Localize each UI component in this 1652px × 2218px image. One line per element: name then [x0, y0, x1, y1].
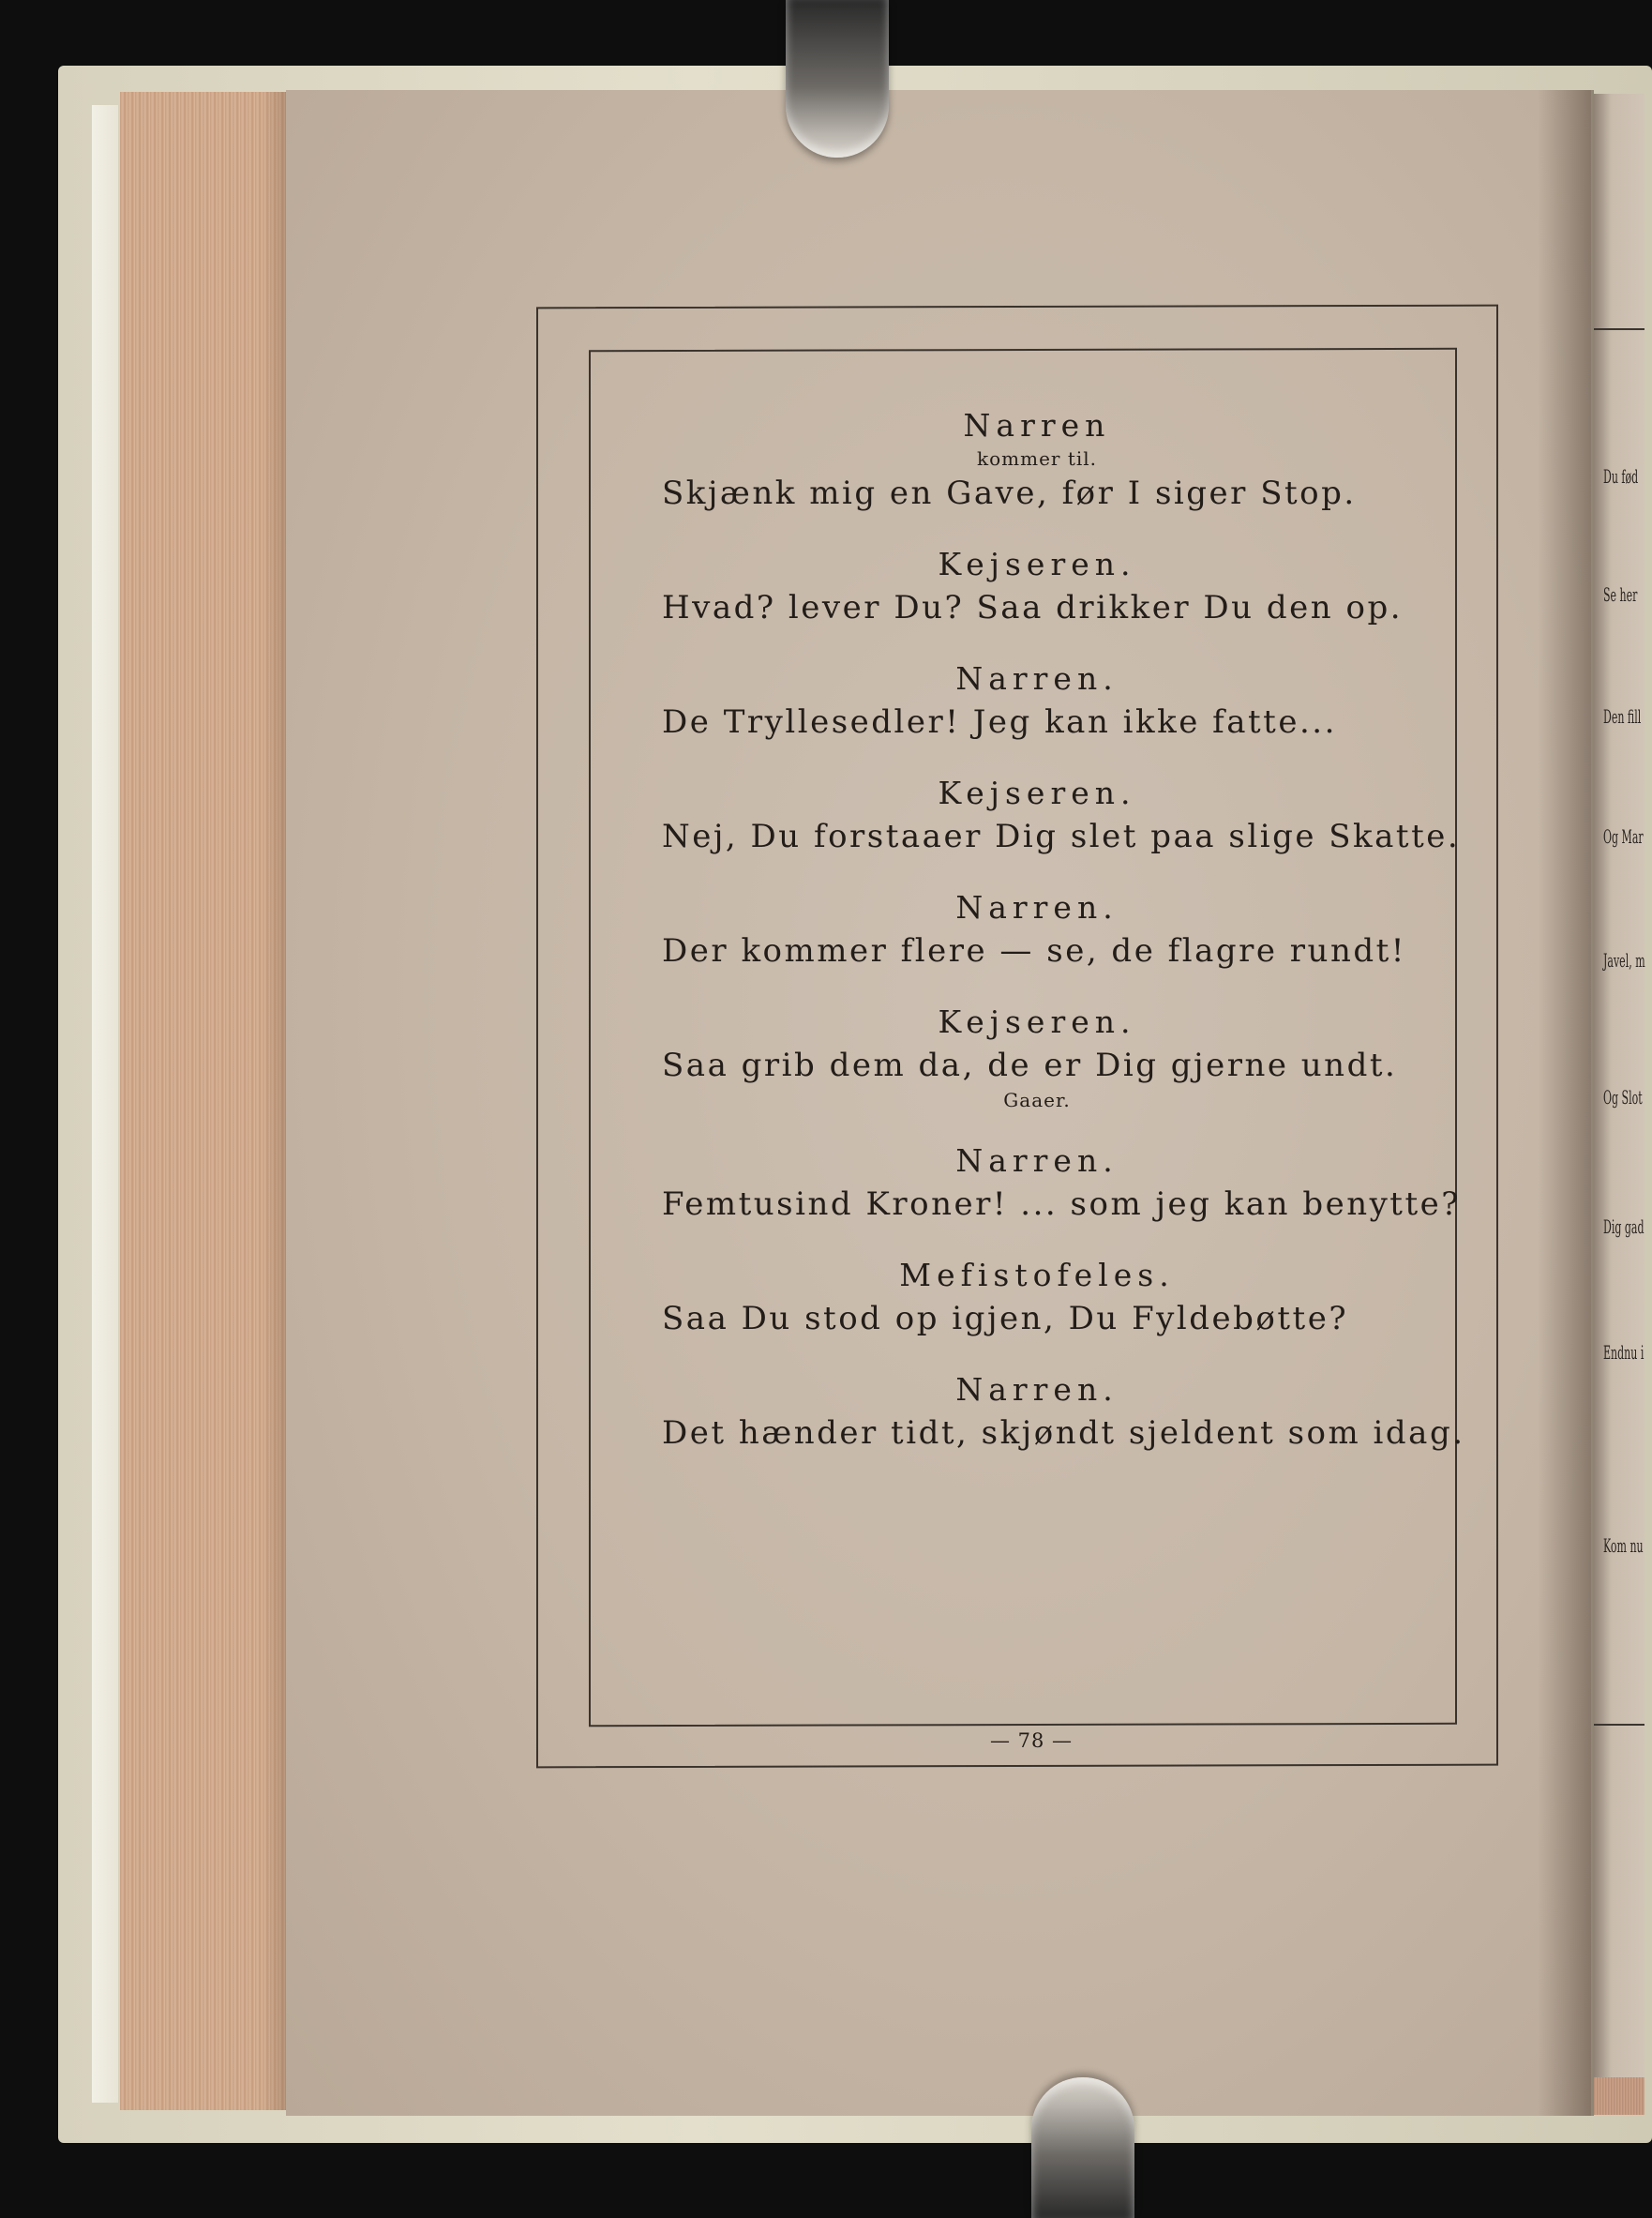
dialogue-block [662, 1002, 1398, 1112]
page-clip-top [786, 0, 889, 158]
facing-page-fragment: Og Mar [1603, 825, 1644, 848]
speaker-name: Kejseren. [938, 546, 1136, 582]
speaker-name: Mefistofeles. [899, 1257, 1175, 1293]
verse-line: Saa Du stod op igjen, Du Fyldebøtte? [662, 1300, 1349, 1337]
verse-line: De Tryllesedler! Jeg kan ikke fatte... [662, 703, 1337, 741]
dialogue-block [662, 405, 1374, 516]
speaker-name: Narren. [955, 660, 1119, 697]
speaker-name: Narren. [955, 1371, 1119, 1408]
verse-line: Der kommer flere — se, de flagre rundt! [662, 932, 1406, 970]
verse-line: Nej, Du forstaaer Dig slet paa slige Skatte. [662, 818, 1461, 855]
dialogue-block [662, 544, 1404, 630]
stage-direction: Gaaer. [1003, 1089, 1071, 1111]
dialogue-block [662, 887, 1406, 973]
facing-page-rule [1594, 328, 1644, 330]
page-number: — 78 — [989, 1729, 1074, 1752]
verse-line: Hvad? lever Du? Saa drikker Du den op. [662, 589, 1404, 626]
dialogue-block [662, 773, 1461, 859]
facing-page-rule [1594, 1724, 1644, 1726]
dialogue-block [662, 1369, 1465, 1456]
play-text [662, 405, 1465, 1456]
facing-page-fragment: Du fød [1603, 465, 1639, 488]
facing-page-fragment: Endnu i [1603, 1341, 1644, 1364]
cover-edge [92, 105, 118, 2103]
facing-page-fragment: Javel, m [1603, 949, 1645, 972]
facing-page-fragment: Se her [1603, 583, 1638, 606]
verse-line: Saa grib dem da, de er Dig gjerne undt. [662, 1047, 1398, 1084]
page-clip-bottom [1031, 2077, 1134, 2218]
speaker-name: Kejseren. [938, 1003, 1136, 1040]
verse-line: Det hænder tidt, skjøndt sjeldent som idag. [662, 1414, 1465, 1452]
facing-page-fragment: Dig gad [1603, 1215, 1644, 1238]
speaker-name: Narren [963, 407, 1111, 444]
speaker-name: Narren. [955, 889, 1119, 926]
stage-direction: kommer til. [976, 447, 1098, 470]
facing-page-edge [1594, 2077, 1644, 2115]
facing-page-fragment: Kom nu [1603, 1534, 1644, 1557]
verse-line: Skjænk mig en Gave, før I siger Stop. [662, 475, 1357, 512]
dialogue-block [662, 1255, 1374, 1341]
facing-page-fragment: Og Slot [1603, 1086, 1643, 1109]
dialogue-block [662, 658, 1374, 745]
page-gutter [1538, 90, 1594, 2116]
speaker-name: Kejseren. [938, 775, 1136, 811]
verse-line: Femtusind Kroner! ... som jeg kan benytte? [662, 1185, 1461, 1223]
facing-page-fragment: Den fill [1603, 705, 1642, 728]
speaker-name: Narren. [955, 1142, 1119, 1179]
dialogue-block [662, 1140, 1461, 1227]
